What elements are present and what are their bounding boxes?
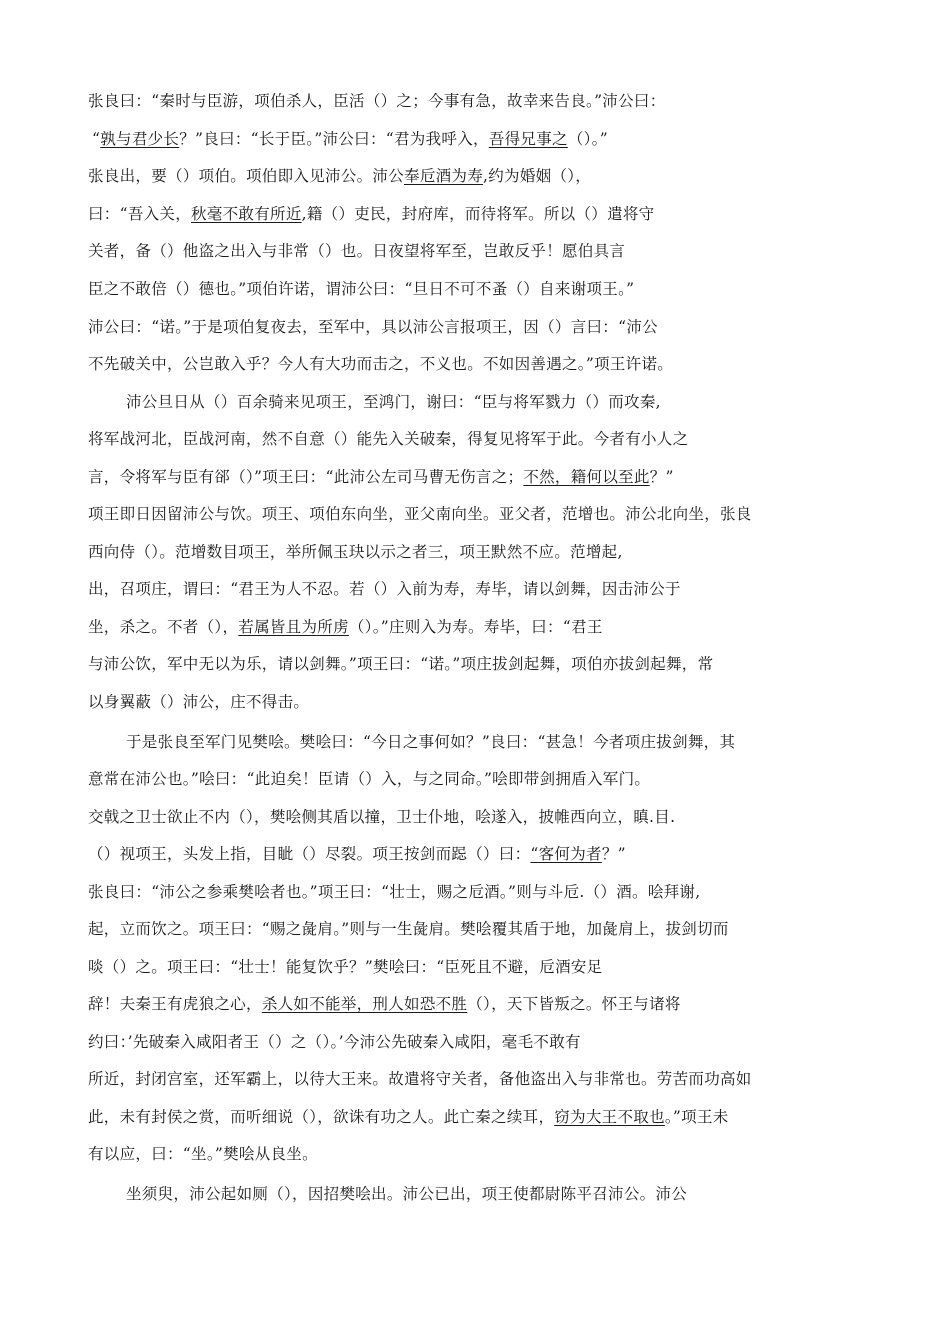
text-segment: 曰：“吾入关， <box>88 205 192 223</box>
text-line <box>88 354 673 374</box>
text-line <box>88 692 309 712</box>
text-segment: ？” <box>601 845 626 863</box>
underlined-phrase: “客何为者 <box>530 845 602 863</box>
text-segment: ,籍（）吏民，封府库，而待将军。所以（）遣将守 <box>301 205 655 223</box>
text-line <box>88 617 603 637</box>
text-segment: “ <box>92 130 101 148</box>
text-line <box>126 732 735 752</box>
text-line <box>126 1184 687 1204</box>
text-segment: 此，未有封侯之赏，而听细说（），欲诛有功之人。此亡秦之续耳， <box>88 1108 555 1126</box>
text-line <box>88 1144 318 1164</box>
text-segment: ？”良曰：“长于臣。”沛公曰：“君为我呼入， <box>179 130 489 148</box>
text-segment: ？” <box>649 468 674 486</box>
text-line <box>88 807 675 827</box>
text-line <box>88 317 658 337</box>
text-line <box>88 769 650 789</box>
underlined-phrase: 不然，籍何以至此 <box>523 468 650 486</box>
text-segment: 张良出，要（）项伯。项伯即入见沛公。沛公 <box>88 167 405 185</box>
text-line <box>88 241 625 261</box>
underlined-phrase: 秋毫不敢有所近 <box>191 205 302 223</box>
text-line <box>88 204 654 224</box>
text-line <box>88 542 623 562</box>
text-segment: ,约为婚姻（）， <box>483 167 592 185</box>
text-line <box>88 919 729 939</box>
text-line <box>88 1032 581 1052</box>
text-segment: 有以应，曰：“坐。”樊哙从良坐。 <box>88 1145 318 1163</box>
text-segment: （）。” <box>567 130 608 148</box>
text-line <box>88 844 626 864</box>
text-line <box>88 91 666 111</box>
underlined-phrase: 杀人如不能举，刑人如恐不胜 <box>261 995 468 1013</box>
text-segment: 。”项王未 <box>664 1108 729 1126</box>
text-segment: （），天下皆叛之。怀王与诸将 <box>467 995 681 1013</box>
text-segment: 起，立而饮之。项王曰：“赐之彘肩。”则与一生彘肩。樊哙覆其盾于地，加彘肩上，拔剑切而 <box>88 920 729 938</box>
text-line <box>88 654 713 674</box>
text-line <box>88 467 674 487</box>
text-line <box>88 166 591 186</box>
text-segment: 坐，杀之。不者（）， <box>88 618 239 636</box>
text-segment: 将军战河北，臣战河南，然不自意（）能先入关破秦，得复见将军于此。今者有小人之 <box>88 430 689 448</box>
text-segment: 出，召项庄，谓曰：“君王为人不忍。若（）入前为寿，寿毕，请以剑舞，因击沛公于 <box>88 580 681 598</box>
text-segment: 关者，备（）他盗之出入与非常（）也。日夜望将军至，岂敢反乎！愿伯具言 <box>88 242 626 260</box>
text-segment: 于是张良至军门见樊哙。樊哙曰：“今日之事何如？”良曰：“甚急！今者项庄拔剑舞，其 <box>126 733 736 751</box>
text-segment: （）。”庄则入为寿。寿毕，曰：“君王 <box>348 618 603 636</box>
text-segment: 西向侍（）。范增数目项王，举所佩玉玦以示之者三，项王默然不应。范增起, <box>88 543 623 561</box>
text-segment: 所近，封闭宫室，还军霸上，以待大王来。故遣将守关者，备他盗出入与非常也。劳苦而功高如 <box>88 1070 752 1088</box>
text-segment: 辞！夫秦王有虎狼之心， <box>88 995 262 1013</box>
text-segment: 意常在沛公也。”哙曰：“此迫矣！臣请（）入，与之同命。”哙即带剑拥盾入军门。 <box>88 770 651 788</box>
text-segment: 坐须臾，沛公起如厕（），因招樊哙出。沛公已出，项王使都尉陈平召沛公。沛公 <box>126 1185 688 1203</box>
text-line <box>88 994 681 1014</box>
text-segment: 啖（）之。项王曰：“壮士！能复饮乎？”樊哙曰：“臣死且不避，卮酒安足 <box>88 958 603 976</box>
text-segment: 言，令将军与臣有郤（）”项王曰：“此沛公左司马曹无伤言之； <box>88 468 524 486</box>
text-line <box>88 579 681 599</box>
text-line <box>88 1069 752 1089</box>
text-segment: 不先破关中，公岂敢入乎？今人有大功而击之，不义也。不如因善遇之。”项王许诺。 <box>88 355 674 373</box>
underlined-phrase: 孰与君少长 <box>100 130 180 148</box>
text-segment: 约曰：’先破秦入咸阳者王（）之（）。’今沛公先破秦入咸阳，毫毛不敢有 <box>88 1033 581 1051</box>
text-line <box>92 129 608 149</box>
text-segment: 以身翼蔽（）沛公，庄不得击。 <box>88 693 310 711</box>
text-line <box>126 392 661 412</box>
text-line <box>88 279 634 299</box>
text-segment: 张良曰：“秦时与臣游，项伯杀人，臣活（）之；今事有急，故幸来告良。”沛公曰： <box>88 92 666 110</box>
text-segment: 与沛公饮，军中无以为乐，请以剑舞。”项王曰：“诺。”项庄拔剑起舞，项伯亦拔剑起舞，常 <box>88 655 714 673</box>
text-segment: 项王即日因留沛公与饮。项王、项伯东向坐，亚父南向坐。亚父者，范增也。沛公北向坐，张良 <box>88 505 752 523</box>
text-segment: 沛公曰：“诺。”于是项伯复夜去，至军中，具以沛公言报项王，因（）言曰：“沛公 <box>88 318 658 336</box>
text-segment: 交戟之卫士欲止不内（），樊哙侧其盾以撞，卫士仆地，哙遂入，披帷西向立，瞋.目. <box>88 808 676 826</box>
text-segment: （）视项王，头发上指，目眦（）尽裂。项王按剑而跽（）曰： <box>88 845 531 863</box>
underlined-phrase: 窃为大王不取也 <box>554 1108 665 1126</box>
text-line <box>88 429 688 449</box>
text-line <box>88 957 602 977</box>
text-segment: 臣之不敢倍（）德也。”项伯许诺，谓沛公曰：“旦日不可不蚤（）自来谢项王。” <box>88 280 635 298</box>
underlined-phrase: 若属皆且为所虏 <box>238 618 349 636</box>
underlined-phrase: 吾得兄事之 <box>488 130 568 148</box>
text-segment: 沛公旦日从（）百余骑来见项王，至鸿门，谢曰：“臣与将军戮力（）而攻秦, <box>126 393 661 411</box>
text-line <box>88 504 752 524</box>
text-line <box>88 882 700 902</box>
text-line <box>88 1107 729 1127</box>
underlined-phrase: 奉卮酒为寿 <box>404 167 484 185</box>
text-segment: 张良曰：“沛公之参乘樊哙者也。”项王曰：“壮士，赐之卮酒。”则与斗卮.（）酒。哙拜谢, <box>88 883 701 901</box>
